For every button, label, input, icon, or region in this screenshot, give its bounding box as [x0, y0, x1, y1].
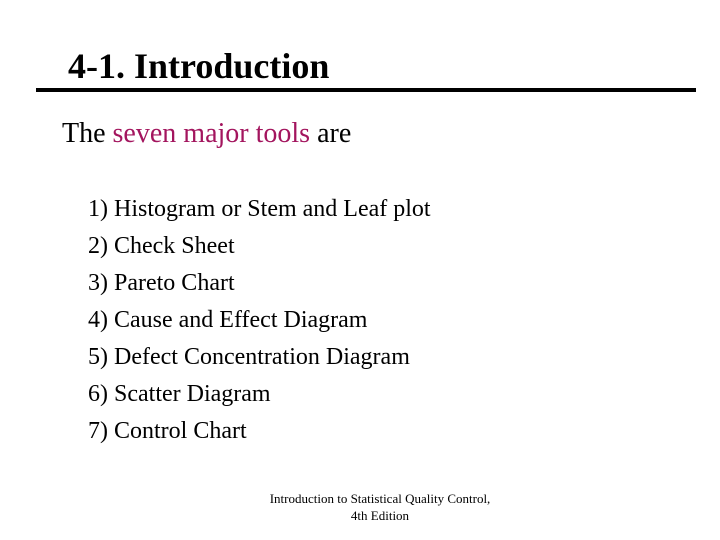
footer-line-1: Introduction to Statistical Quality Control,	[269, 491, 491, 506]
list-item: 2) Check Sheet	[88, 233, 235, 259]
tools-list	[88, 192, 431, 451]
slide-footer	[230, 490, 530, 524]
list-item: 4) Cause and Effect Diagram	[88, 307, 368, 333]
list-item: 3) Pareto Chart	[88, 270, 235, 296]
intro-highlight: seven major tools	[112, 118, 311, 149]
slide-title: 4-1. Introduction	[68, 46, 330, 86]
list-item: 1) Histogram or Stem and Leaf plot	[88, 196, 431, 222]
intro-before: The	[62, 118, 113, 149]
list-item: 7) Control Chart	[88, 418, 247, 444]
list-item: 6) Scatter Diagram	[88, 381, 271, 407]
footer-line-2: 4th Edition	[350, 508, 410, 523]
intro-after: are	[310, 118, 352, 149]
intro-text	[62, 116, 351, 152]
title-divider	[36, 88, 696, 92]
list-item: 5) Defect Concentration Diagram	[88, 344, 410, 370]
